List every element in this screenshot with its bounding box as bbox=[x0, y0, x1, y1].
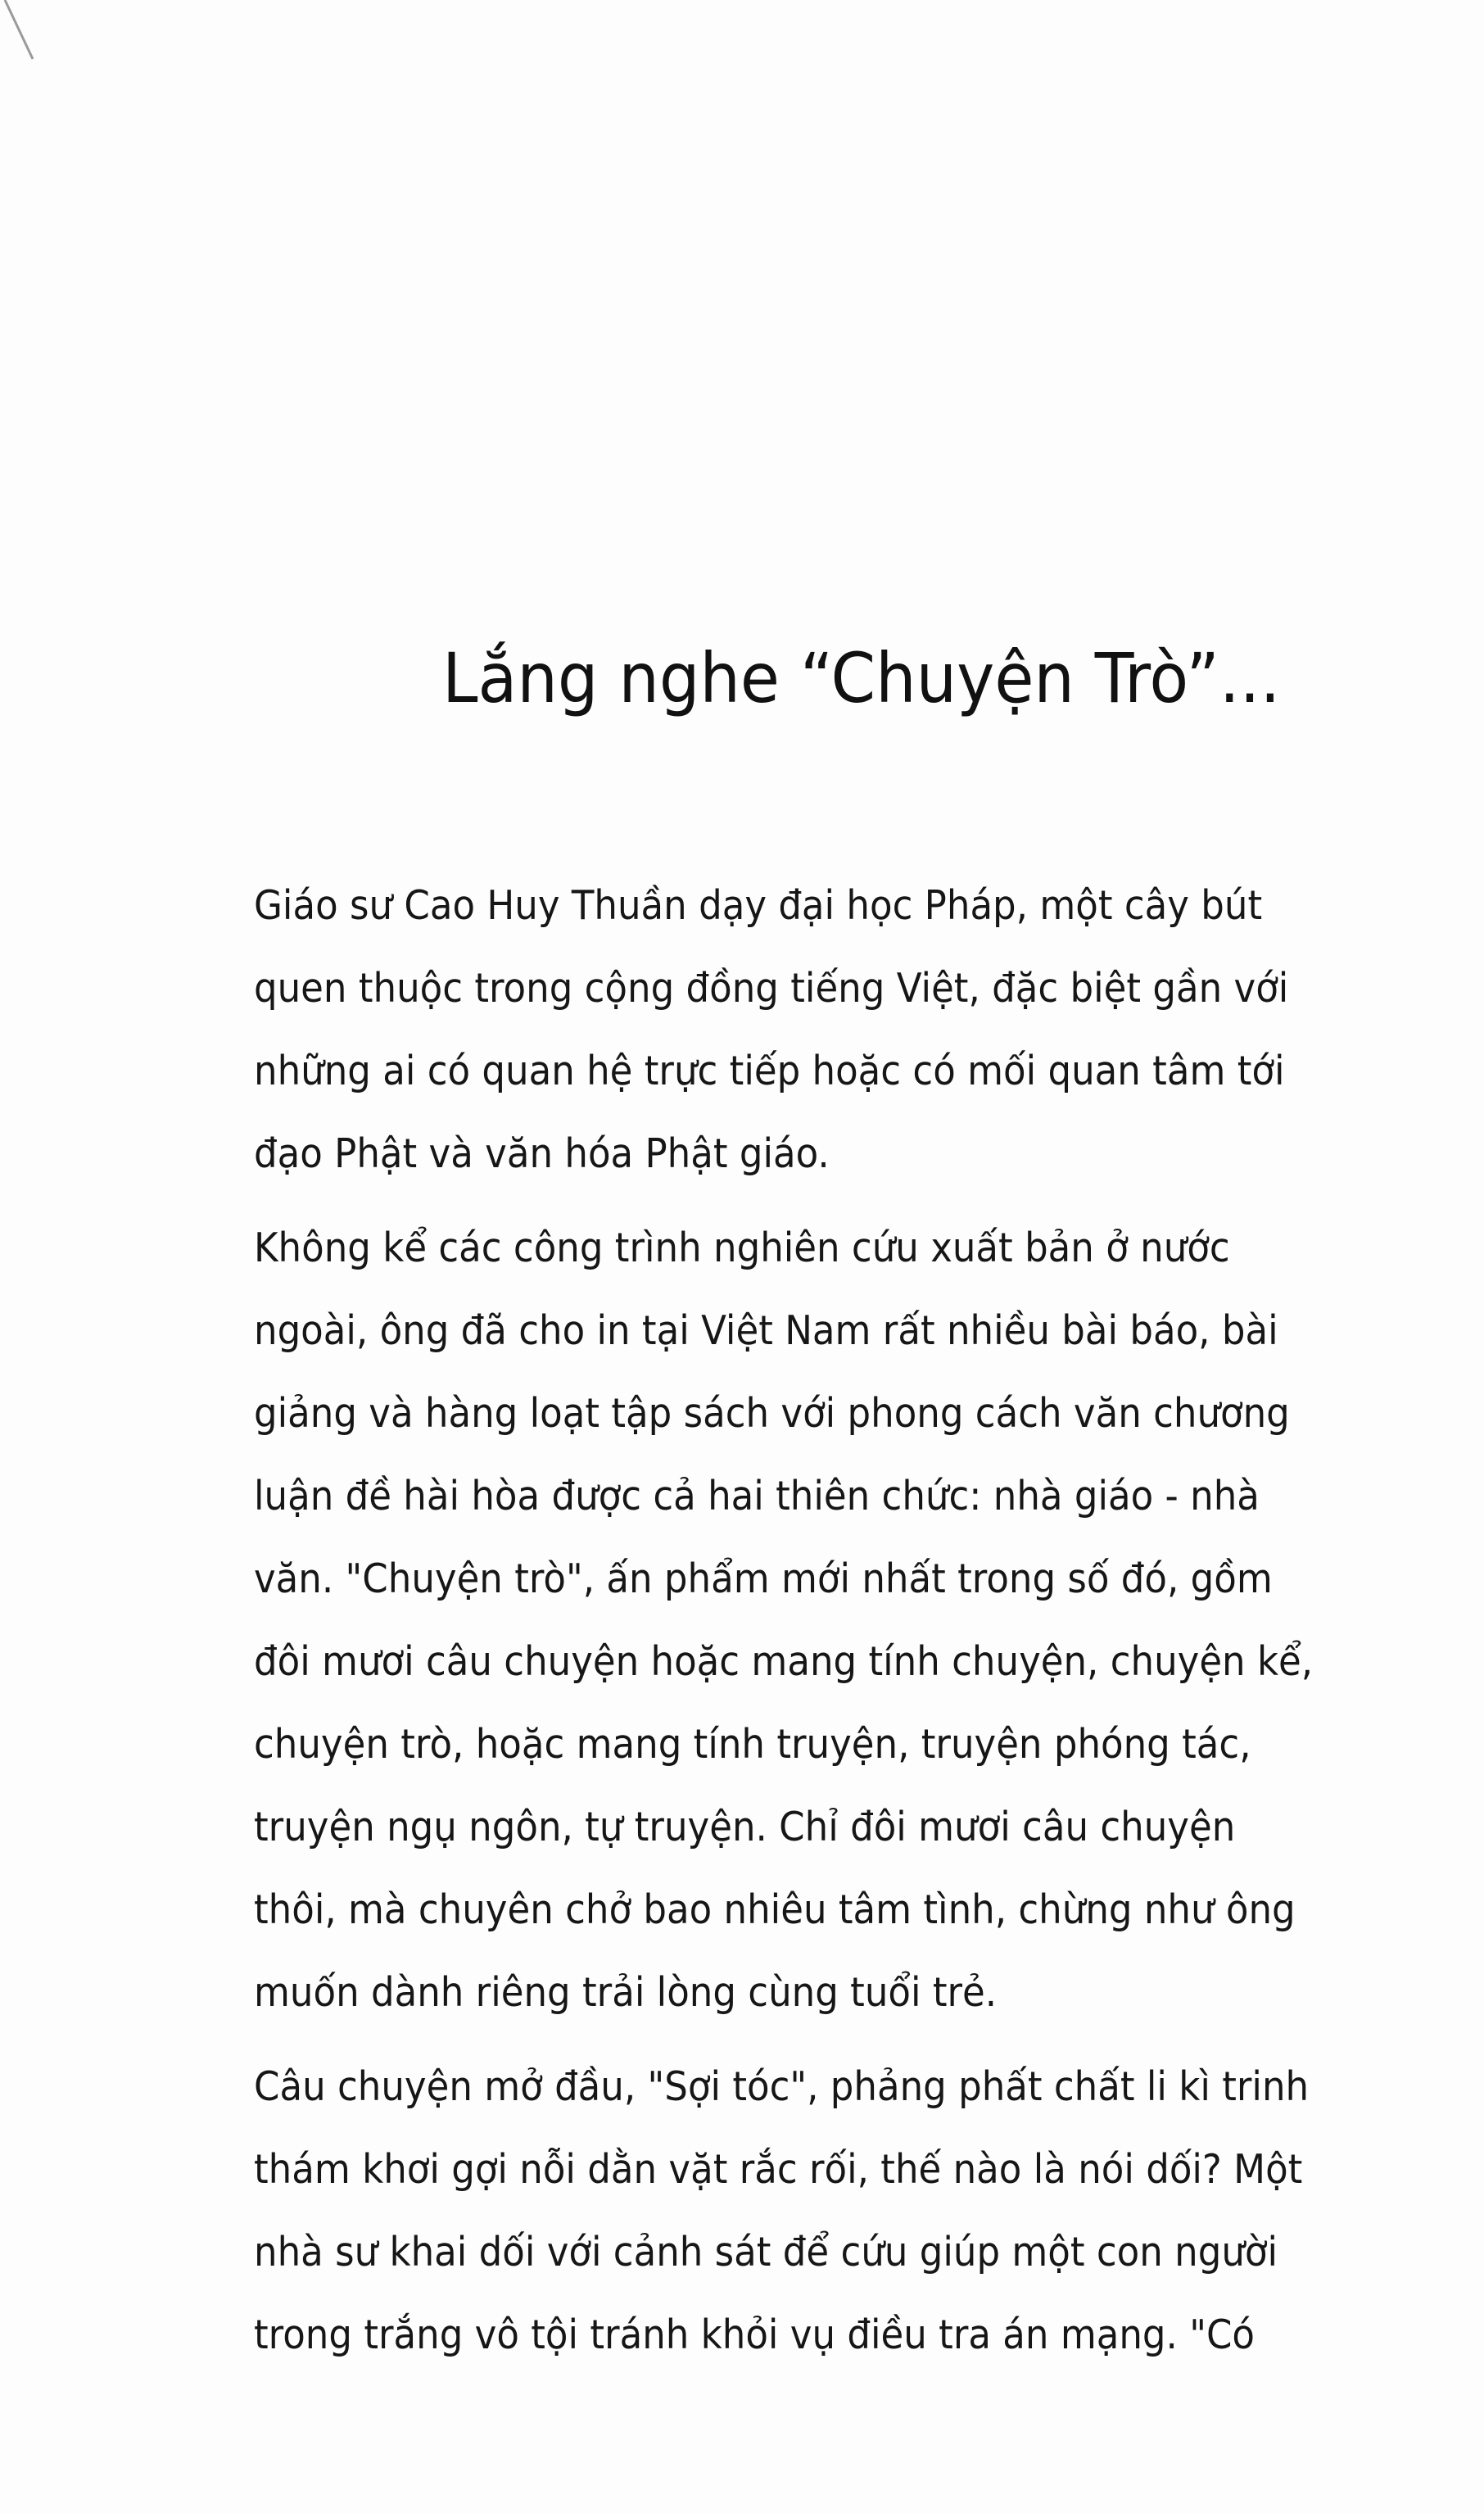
text-line: nhà sư khai dối với cảnh sát để cứu giúp một con người bbox=[254, 2229, 1278, 2275]
text-line: muốn dành riêng trải lòng cùng tuổi trẻ. bbox=[254, 1969, 998, 2016]
text-line: Giáo sư Cao Huy Thuần dạy đại học Pháp, một cây bút bbox=[254, 882, 1263, 929]
text-line: văn. "Chuyện trò", ấn phẩm mới nhất trong số đó, gồm bbox=[254, 1555, 1273, 1602]
text-line: luận đề hài hòa được cả hai thiên chức: nhà giáo - nhà bbox=[254, 1473, 1260, 1519]
paragraph-3 bbox=[254, 2045, 1310, 2376]
text-line: những ai có quan hệ trực tiếp hoặc có mối quan tâm tới bbox=[254, 1048, 1285, 1094]
text-line: quen thuộc trong cộng đồng tiếng Việt, đặc biệt gần với bbox=[254, 965, 1289, 1012]
text-line: thám khơi gợi nỗi dằn vặt rắc rối, thế nào là nói dối? Một bbox=[254, 2146, 1303, 2193]
text-line: thôi, mà chuyên chở bao nhiêu tâm tình, chừng như ông bbox=[254, 1886, 1296, 1933]
body-text bbox=[254, 864, 1314, 2376]
text-line: Không kể các công trình nghiên cứu xuất bản ở nước bbox=[254, 1225, 1230, 1271]
text-line: truyện ngụ ngôn, tự truyện. Chỉ đôi mươi câu chuyện bbox=[254, 1804, 1236, 1850]
text-line: đôi mươi câu chuyện hoặc mang tính chuyện, chuyện kể, bbox=[254, 1638, 1314, 1685]
paragraph-1 bbox=[254, 864, 1289, 1195]
text-line: giảng và hàng loạt tập sách với phong cách văn chương bbox=[254, 1390, 1290, 1437]
paragraph-gap bbox=[254, 2034, 1269, 2045]
text-line: đạo Phật và văn hóa Phật giáo. bbox=[254, 1130, 830, 1177]
chapter-title: Lắng nghe “Chuyện Trò”... bbox=[442, 638, 1281, 718]
paragraph-gap bbox=[254, 1195, 1269, 1207]
text-line: Câu chuyện mở đầu, "Sợi tóc", phảng phất chất li kì trinh bbox=[254, 2063, 1310, 2110]
text-line: trong trắng vô tội tránh khỏi vụ điều tra án mạng. "Có bbox=[254, 2312, 1256, 2358]
text-line: ngoài, ông đã cho in tại Việt Nam rất nhiều bài báo, bài bbox=[254, 1307, 1278, 1354]
page-corner-crease bbox=[0, 0, 66, 66]
paragraph-2 bbox=[254, 1207, 1314, 2034]
text-line: chuyện trò, hoặc mang tính truyện, truyện phóng tác, bbox=[254, 1721, 1251, 1768]
